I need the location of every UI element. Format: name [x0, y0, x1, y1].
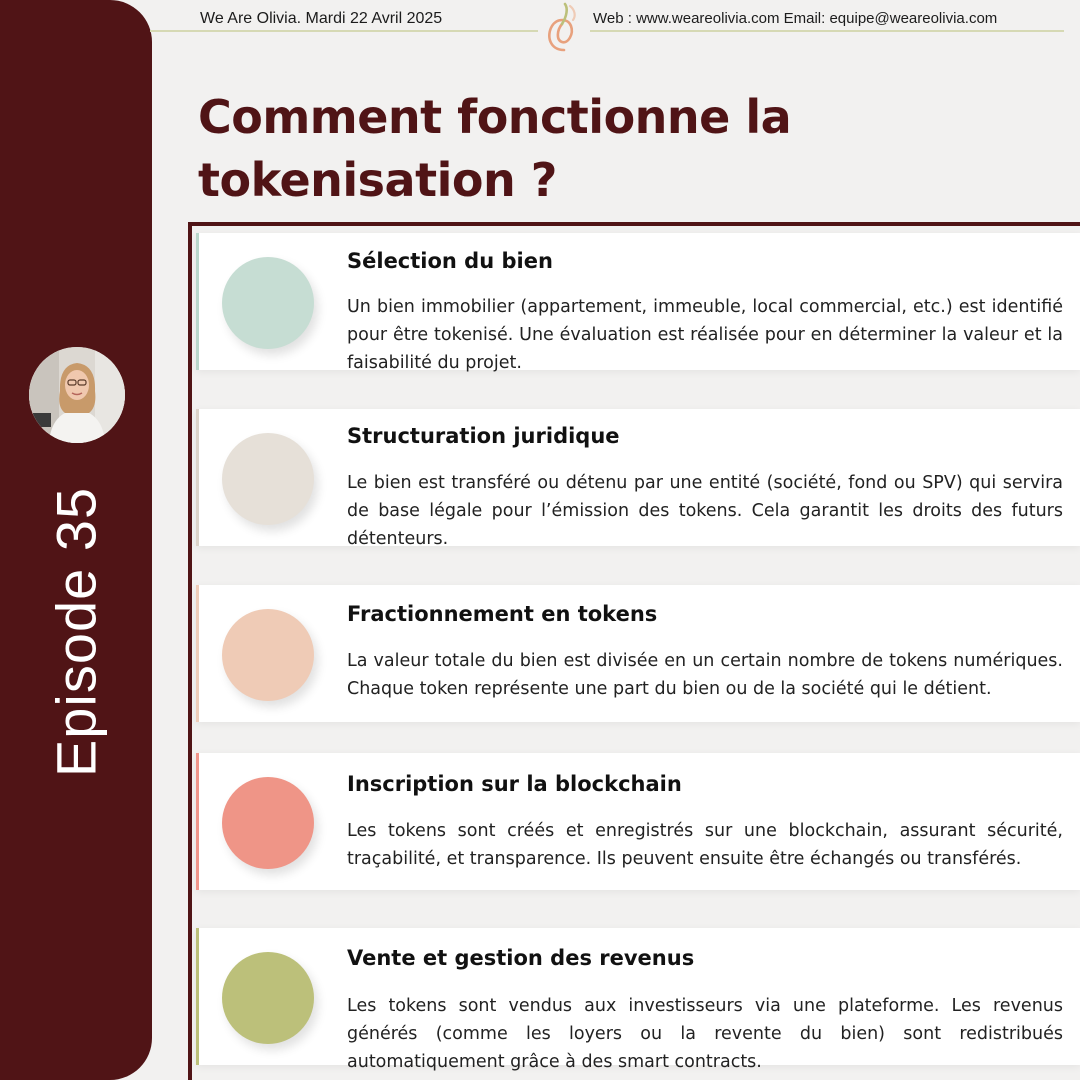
step-circle-icon	[222, 433, 314, 525]
step-heading: Vente et gestion des revenus	[347, 946, 695, 970]
page-title-line-2: tokenisation ?	[198, 153, 557, 207]
step-description: Un bien immobilier (appartement, immeuble, local commercial, etc.) est identifié pour être tokenisé. Une évaluation est réalisée pour en déterminer la valeur et la faisabilité du projet.	[347, 297, 1063, 373]
header-date: We Are Olivia. Mardi 22 Avril 2025	[200, 10, 443, 27]
step-card-1	[196, 233, 1080, 373]
step-description: Les tokens sont créés et enregistrés sur une blockchain, assurant sécurité, traçabilité, et transparence. Ils peuvent ensuite être échangés ou transférés.	[347, 821, 1063, 869]
step-circle-icon	[222, 609, 314, 701]
step-circle-icon	[222, 777, 314, 869]
page-title	[198, 86, 1058, 212]
step-card-4	[196, 753, 1080, 890]
step-heading: Structuration juridique	[347, 424, 620, 448]
olivia-logo-icon	[540, 0, 584, 54]
episode-label: Episode 35	[44, 486, 108, 778]
step-heading: Fractionnement en tokens	[347, 602, 658, 626]
step-circle-icon	[222, 257, 314, 349]
step-accent-bar	[196, 928, 199, 1065]
step-heading: Inscription sur la blockchain	[347, 772, 682, 796]
header-divider-right	[590, 30, 1064, 32]
step-accent-bar	[196, 409, 199, 546]
step-accent-bar	[196, 585, 199, 722]
step-accent-bar	[196, 753, 199, 890]
step-circle-icon	[222, 952, 314, 1044]
sidebar	[0, 0, 152, 1080]
step-accent-bar	[196, 233, 199, 370]
step-card-3	[196, 585, 1080, 722]
step-description: Les tokens sont vendus aux investisseurs via une plateforme. Les revenus générés (comme les loyers ou la revente du bien) sont redistribués automatiquement grâce à des smart contracts.	[347, 996, 1063, 1072]
step-description: La valeur totale du bien est divisée en un certain nombre de tokens numériques. Chaque token représente une part du bien ou de la société qui le détient.	[347, 651, 1063, 699]
header-divider-left	[150, 30, 538, 32]
step-heading: Sélection du bien	[347, 249, 553, 273]
header-contact: Web : www.weareolivia.com Email: equipe@weareolivia.com	[593, 10, 998, 27]
avatar	[29, 347, 125, 443]
page-title-line-1: Comment fonctionne la	[198, 90, 792, 144]
step-card-5	[196, 928, 1080, 1072]
avatar-illustration-icon	[29, 347, 125, 443]
step-description: Le bien est transféré ou détenu par une entité (société, fond ou SPV) qui servira de base légale pour l’émission des tokens. Cela garantit les droits des futurs détenteurs.	[347, 473, 1063, 549]
step-card-2	[196, 409, 1080, 549]
